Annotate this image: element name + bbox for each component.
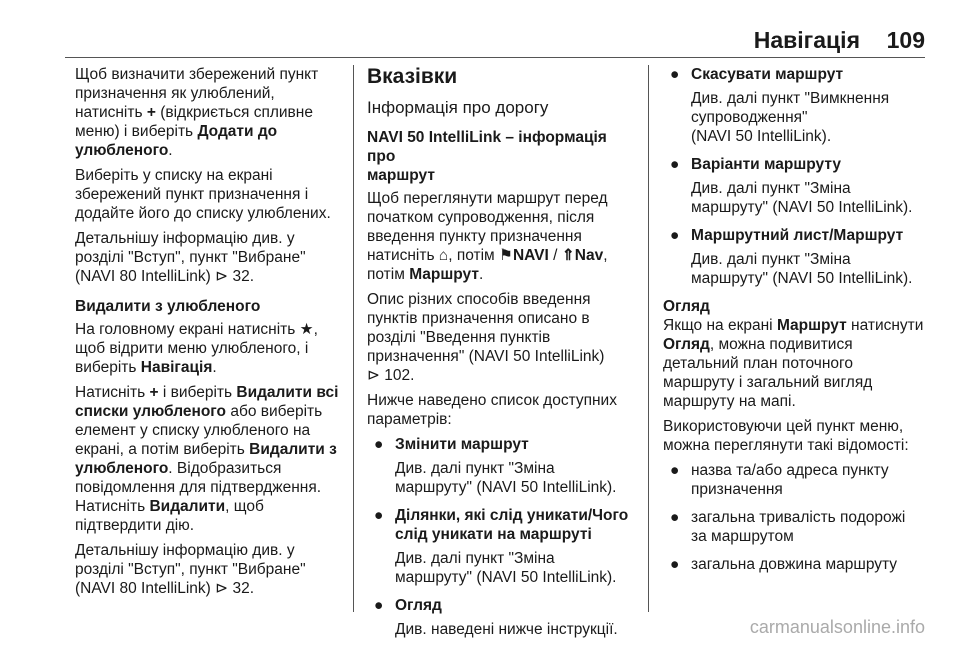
bullet-icon: ● [670,227,680,244]
column-divider [353,65,354,612]
column-divider [648,65,649,612]
header-rule [65,57,925,58]
column-3 [663,65,933,583]
paragraph: Використовуючи цей пункт меню, можна переглянути такі відомості: [663,418,909,454]
list-item: ● Скасувати маршрут Див. далі пункт "Вимкнення супроводження" (NAVI 50 IntelliLink). [670,66,890,145]
list-item: ● загальна тривалість подорожі за маршрутом [670,509,906,545]
list-item: ● назва та/або адреса пункту призначення [670,462,889,498]
paragraph: Виберіть у списку на екрані збережений пункт призначення і додайте його до списку улюблених. [75,167,331,222]
paragraph: Опис різних способів введення пунктів призначення описано в розділі "Введення пунктів призначення" (NAVI 50 IntelliLink) ⊳ 102. [367,291,605,384]
paragraph: Щоб переглянути маршрут перед початком супроводження, після введення пункту призначення натисніть ⌂, потім ⚑NAVI / ⇑Nav, потім Маршрут. [367,190,608,283]
bullet-icon: ● [374,507,384,524]
section-subtitle: Інформація про дорогу [367,98,549,117]
list-item: ● Варіанти маршруту Див. далі пункт "Зміна маршруту" (NAVI 50 IntelliLink). [670,156,913,216]
paragraph: На головному екрані натисніть ★, щоб відрити меню улюбленого, і виберіть Навігація. [75,321,318,376]
paragraph: Щоб визначити збережений пункт призначення як улюблений, натисніть + (відкриється спливне меню) і виберіть Додати до улюбленого. [75,66,319,159]
bullet-icon: ● [670,509,680,526]
bullet-icon: ● [670,556,680,573]
list-item: ● Змінити маршрут Див. далі пункт "Зміна маршруту" (NAVI 50 IntelliLink). [374,436,617,496]
column-1 [75,65,345,604]
home-icon: ⌂ [438,247,449,264]
nav-arrow-icon: ⇑ [561,247,575,264]
paragraph: Якщо на екрані Маршрут натиснути Огляд, можна подивитися детальний план поточного маршруту і загальний вигляд маршруту на мапі. [663,317,924,410]
page-title: Навігація [753,27,860,53]
bullet-icon: ● [670,462,680,479]
paragraph: Детальнішу інформацію див. у розділі "Вступ", пункт "Вибране" (NAVI 80 IntelliLink) ⊳ 32. [75,542,306,597]
list-item: ● Ділянки, які слід уникати/Чого слід уникати на маршруті Див. далі пункт "Зміна маршруту" (NAVI 50 IntelliLink). [374,507,629,586]
page-number: 109 [886,27,925,53]
bullet-icon: ● [374,597,384,614]
page-ref-icon: ⊳ [215,268,229,285]
paragraph: Нижче наведено список доступних параметрів: [367,392,617,428]
bullet-icon: ● [374,436,384,453]
page-header [0,0,960,58]
paragraph: Натисніть + і виберіть Видалити всі списки улюбленого або виберіть елемент у списку улюбленого на екрані, а потім виберіть Видалити з улюбленого. Відобразиться повідомлення для підтвердження. Натисніть Видалити, щоб підтвердити дію. [75,384,339,534]
page-ref-icon: ⊳ [215,580,229,597]
paragraph: Детальнішу інформацію див. у розділі "Вступ", пункт "Вибране" (NAVI 80 IntelliLink) ⊳ 32. [75,230,306,285]
plus-icon: + [149,384,159,401]
section-heading: Огляд [663,298,710,315]
list-item: ● загальна довжина маршруту [670,556,898,573]
star-icon: ★ [299,321,314,338]
page-ref-icon: ⊳ [367,367,380,384]
section-heading: Видалити з улюбленого [75,298,261,315]
section-title: Вказівки [367,65,458,88]
list-item: ● Маршрутний лист/Маршрут Див. далі пункт "Зміна маршруту" (NAVI 50 IntelliLink). [670,227,913,287]
section-heading: NAVI 50 IntelliLink – інформація про маршрут [367,129,607,184]
plus-icon: + [146,104,156,121]
bullet-icon: ● [670,66,680,83]
footer-watermark: carmanualsonline.info [749,617,925,637]
bullet-icon: ● [670,156,680,173]
list-item: ● Огляд Див. наведені нижче інструкції. [374,597,618,638]
column-2 [367,65,637,648]
flag-icon: ⚑ [499,247,513,264]
